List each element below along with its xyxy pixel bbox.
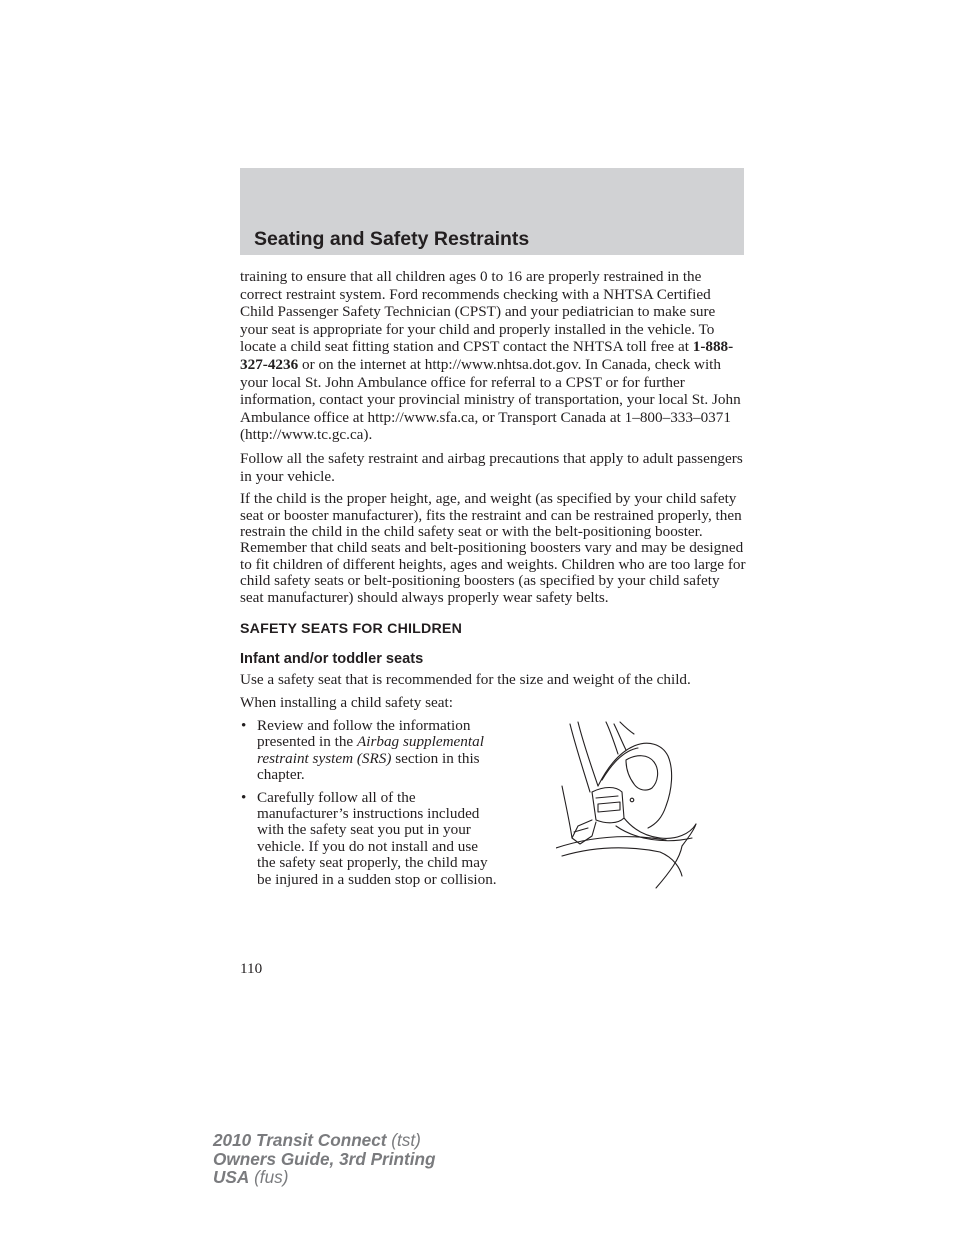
section-header-band (240, 168, 744, 255)
body-paragraph-3: If the child is the proper height, age, and weight (as specified by your child safety seat or booster manufacturer), fits the restraint and can be restrained properly, then restrain the child in the child safety seat or with the belt-positioning booster. Remember that child seats and belt-positioning boosters vary and may be designed to fit children of different heights, ages and weights. Children who are too large for child safety seats or belt-positioning boosters (as specified by your child safety seat manufacturer) should always properly wear safety belts. (240, 490, 746, 606)
srs-section-reference: Airbag supplemental restraint system (SRS) (257, 733, 484, 767)
bullet-1-text-a: Review and follow the information presented in the (257, 716, 471, 751)
bullet-2-text: Carefully follow all of the manufacturer’s instructions included with the safety seat you put in your vehicle. If you do not install and use the safety seat properly, the child may be injured in a sudden stop or collision. (257, 788, 497, 888)
footer-printing: Owners Guide, 3rd Printing (213, 1148, 436, 1169)
footer-market: USA (213, 1167, 250, 1187)
list-item (240, 790, 498, 888)
nhtsa-phone-number: 1-888-327-4236 (240, 338, 734, 373)
page-content (240, 268, 746, 894)
body-paragraph-2: Follow all the safety restraint and airbag precautions that apply to adult passengers in your vehicle. (240, 449, 743, 485)
section-heading: SAFETY SEATS FOR CHILDREN (240, 620, 463, 637)
list-item (240, 718, 498, 784)
section-title: Seating and Safety Restraints (254, 228, 530, 250)
footer-market-code: (fus) (249, 1167, 289, 1187)
sub-heading: Infant and/or toddler seats (240, 650, 424, 667)
body-paragraph-4: Use a safety seat that is recommended for the size and weight of the child. (240, 670, 691, 688)
paragraph-1-text-b: or on the internet at http://www.nhtsa.dot.gov. In Canada, check with your local St. John Ambulance office for referral to a CPST or for further information, contact your provincial ministry of transportation, your local St. John Ambulance office at http://www.sfa.ca, or Transport Canada at 1–800–333–0371 (http://www.tc.gc.ca). (240, 355, 741, 444)
footer-line-1 (213, 1131, 436, 1150)
bullet-icon: • (241, 788, 247, 806)
body-paragraph-1 (240, 268, 746, 444)
page-number: 110 (240, 960, 263, 977)
footer-line-3 (213, 1168, 436, 1187)
paragraph-1-text-a: training to ensure that all children ages 0 to 16 are properly restrained in the correct restraint system. Ford recommends checking with a NHTSA Certified Child Passenger Safety Technician (CPST) and your pediatrician to make sure your seat is appropriate for your child and properly installed in the vehicle. To locate a child seat fitting station and CPST contact the NHTSA toll free at (240, 268, 716, 356)
bullet-icon: • (241, 716, 247, 734)
bullet-list (240, 718, 498, 888)
body-paragraph-5: When installing a child safety seat: (240, 694, 453, 712)
bullets-with-illustration (240, 718, 746, 888)
seat-belt-buckle-illustration (556, 720, 704, 890)
footer-model: 2010 Transit Connect (213, 1130, 387, 1150)
footer-model-code: (tst) (386, 1130, 421, 1150)
footer-line-2 (213, 1150, 436, 1169)
document-footer (213, 1131, 436, 1187)
bullet-1-text-b: section in this chapter. (257, 749, 480, 784)
